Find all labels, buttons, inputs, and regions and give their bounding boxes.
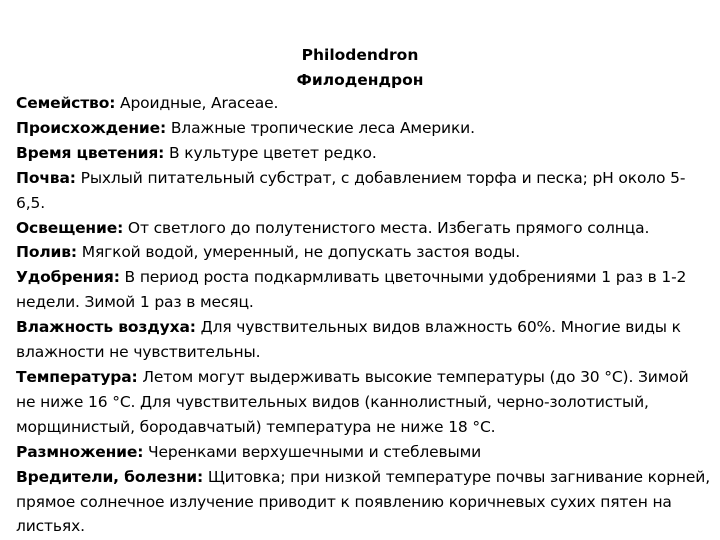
section-text: Рыхлый питательный субстрат, с добавлением торфа и песка; pH около 5-6,5. <box>16 168 686 212</box>
section-temperature <box>16 365 710 440</box>
section-humidity <box>16 315 710 365</box>
section-text: Щитовка; при низкой температуре почвы загнивание корней, прямое солнечное излучение приводит к появлению коричневых сухих пятен на листьях. <box>16 467 710 536</box>
section-origin <box>16 116 710 141</box>
section-label: Почва: <box>16 168 76 187</box>
section-text: Мягкой водой, умеренный, не допускать застоя воды. <box>76 243 520 262</box>
section-text: Летом могут выдерживать высокие температуры (до 30 °С). Зимой не ниже 16 °С. Для чувствительных видов (каннолистный, черно-золотистый, морщинистый, бородавчатый) температура не ниже 18 °С. <box>16 367 689 436</box>
title-latin: Philodendron <box>301 46 419 64</box>
section-label: Время цветения: <box>16 143 165 162</box>
section-text: Влажные тропические леса Америки. <box>166 118 475 137</box>
section-label: Размножение: <box>16 442 144 461</box>
section-family <box>16 91 710 116</box>
section-propagation <box>16 440 710 465</box>
section-text: В период роста подкармливать цветочными удобрениями 1 раз в 1-2 недели. Зимой 1 раз в месяц. <box>16 268 687 312</box>
section-label: Влажность воздуха: <box>16 318 196 337</box>
section-label: Семейство: <box>16 94 116 112</box>
section-soil <box>16 166 710 216</box>
section-label: Освещение: <box>16 218 124 237</box>
section-label: Полив: <box>16 243 77 262</box>
section-text: Черенками верхушечными и стеблевыми <box>143 442 482 461</box>
section-label: Вредители, болезни: <box>16 467 204 486</box>
plant-description <box>16 91 710 539</box>
section-text: Ароидные, Araceae. <box>115 94 279 112</box>
section-text: Для чувствительных видов влажность 60%. Многие виды к влажности не чувствительны. <box>16 318 681 362</box>
section-fertilizer <box>16 265 710 315</box>
section-text: От светлого до полутенистого места. Избегать прямого солнца. <box>123 218 650 237</box>
section-label: Температура: <box>16 367 138 386</box>
section-flowering <box>16 141 710 166</box>
section-pests <box>16 465 710 540</box>
section-label: Происхождение: <box>16 118 167 137</box>
section-text: В культуре цветет редко. <box>164 143 377 162</box>
section-lighting <box>16 216 710 241</box>
page-title <box>0 43 720 93</box>
section-watering <box>16 240 710 265</box>
title-russian: Филодендрон <box>296 71 424 89</box>
section-label: Удобрения: <box>16 268 120 287</box>
